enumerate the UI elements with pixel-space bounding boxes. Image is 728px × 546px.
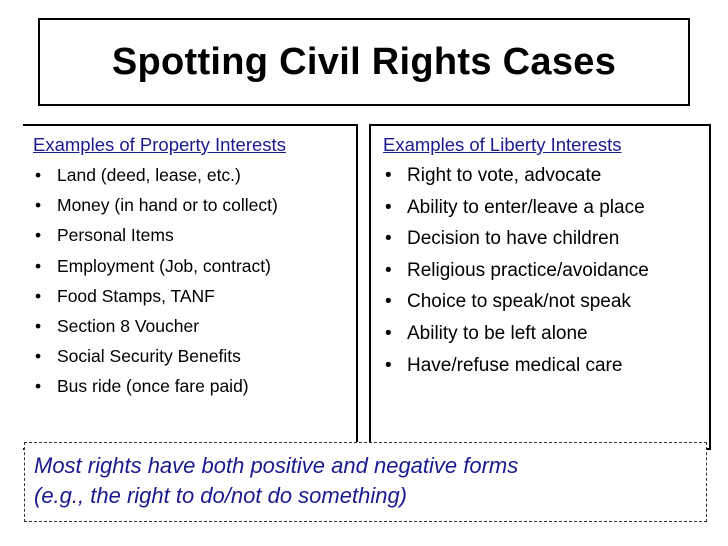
list-item: • Personal Items xyxy=(33,220,356,250)
title-box xyxy=(38,18,690,106)
liberty-interests-list xyxy=(383,160,709,381)
note-line: Most rights have both positive and negative forms xyxy=(34,453,519,478)
list-item: • Social Security Benefits xyxy=(33,341,356,371)
list-item: • Land (deed, lease, etc.) xyxy=(33,160,356,190)
slide-title: Spotting Civil Rights Cases xyxy=(111,40,617,83)
liberty-interests-box xyxy=(369,124,711,450)
list-item: • Ability to be left alone xyxy=(383,318,709,350)
list-item: • Bus ride (once fare paid) xyxy=(33,371,356,401)
list-item: • Have/refuse medical care xyxy=(383,350,709,382)
list-item: • Employment (Job, contract) xyxy=(33,251,356,281)
property-interests-box xyxy=(23,124,358,450)
property-interests-heading: Examples of Property Interests xyxy=(33,134,286,155)
list-item: • Religious practice/avoidance xyxy=(383,255,709,287)
note-line: (e.g., the right to do/not do something) xyxy=(34,483,408,508)
property-interests-list xyxy=(33,160,356,402)
note-box xyxy=(24,442,707,522)
list-item: • Right to vote, advocate xyxy=(383,160,709,192)
list-item: • Section 8 Voucher xyxy=(33,311,356,341)
list-item: • Ability to enter/leave a place xyxy=(383,192,709,224)
list-item: • Food Stamps, TANF xyxy=(33,281,356,311)
list-item: • Money (in hand or to collect) xyxy=(33,190,356,220)
list-item: • Choice to speak/not speak xyxy=(383,286,709,318)
list-item: • Decision to have children xyxy=(383,223,709,255)
liberty-interests-heading: Examples of Liberty Interests xyxy=(383,134,622,155)
